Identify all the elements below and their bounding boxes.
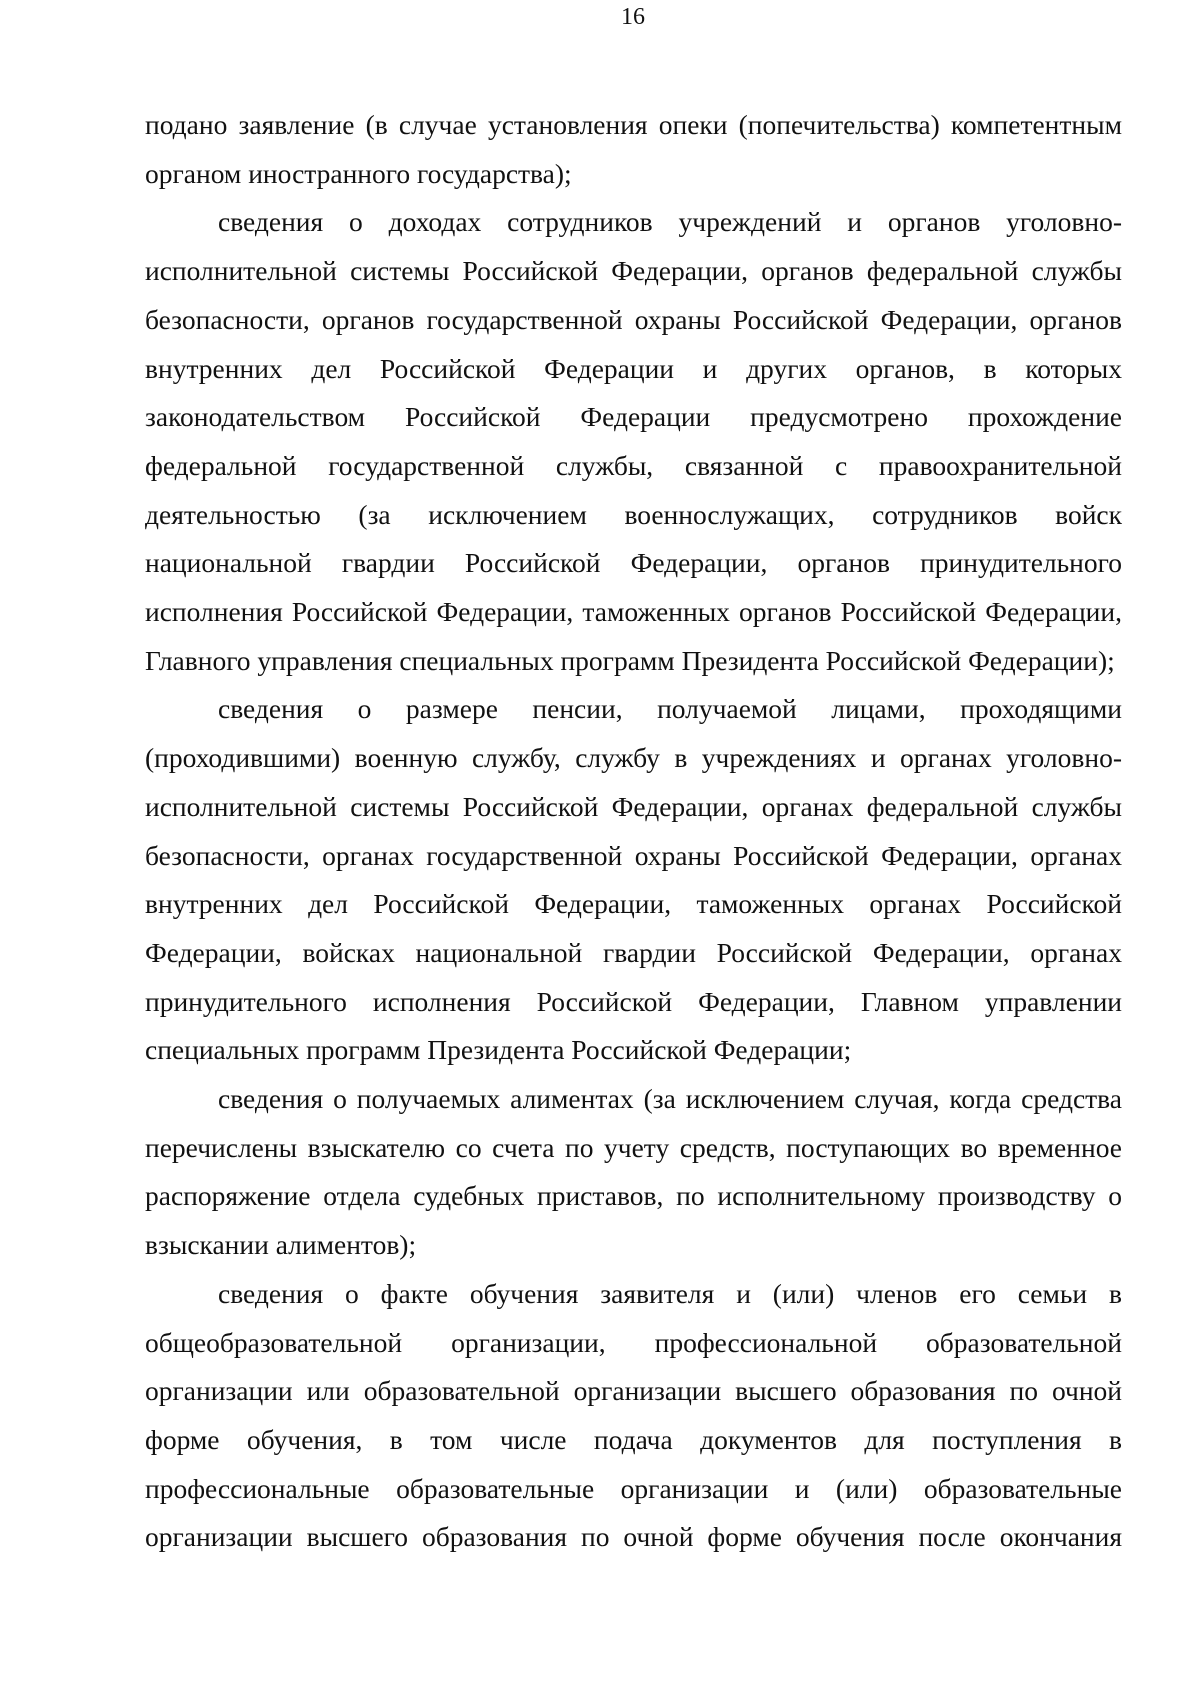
paragraph-income-law-enforcement: сведения о доходах сотрудников учреждений и органов уголовно-исполнительной системы Российской Федерации, органов федеральной службы безопасности, органов государственной охраны Российской Федерации, органов внутренних дел Российской Федерации и других органов, в которых законодательством Российской Федерации предусмотрено прохождение федеральной государственной службы, связанной с правоохранительной деятельностью (за исключением военнослужащих, сотрудников войск национальной гвардии Российской Федерации, органов принудительного исполнения Российской Федерации, таможенных органов Российской Федерации, Главного управления специальных программ Президента Российской Федерации); bbox=[145, 206, 1122, 676]
page-number: 16 bbox=[621, 4, 645, 30]
paragraph-education-info: сведения о факте обучения заявителя и (или) членов его семьи в общеобразовательной организации, профессиональной образовательной организации или образовательной организации высшего образования по очной форме обучения, в том числе подача документов для поступления в профессиональные образовательные организации и (или) образовательные организации высшего образования по очной форме обучения после окончания bbox=[145, 1277, 1122, 1553]
paragraph-alimony-info: сведения о получаемых алиментах (за исключением случая, когда средства перечислены взыскателю со счета по учету средств, поступающих во временное распоряжение отдела судебных приставов, по исполнительному производству о взыскании алиментов); bbox=[145, 1083, 1122, 1261]
paragraph-pension-info: сведения о размере пенсии, получаемой лицами, проходящими (проходившими) военную службу, службу в учреждениях и органах уголовно-исполнительной системы Российской Федерации, органах федеральной службы безопасности, органах государственной охраны Российской Федерации, органах внутренних дел Российской Федерации, таможенных органах Российской Федерации, войсках национальной гвардии Российской Федерации, органах принудительного исполнения Российской Федерации, Главном управлении специальных программ Президента Российской Федерации; bbox=[145, 693, 1122, 1066]
document-body bbox=[145, 101, 1122, 1562]
paragraph-continuation: подано заявление (в случае установления опеки (попечительства) компетентным органом иностранного государства); bbox=[145, 109, 1122, 189]
